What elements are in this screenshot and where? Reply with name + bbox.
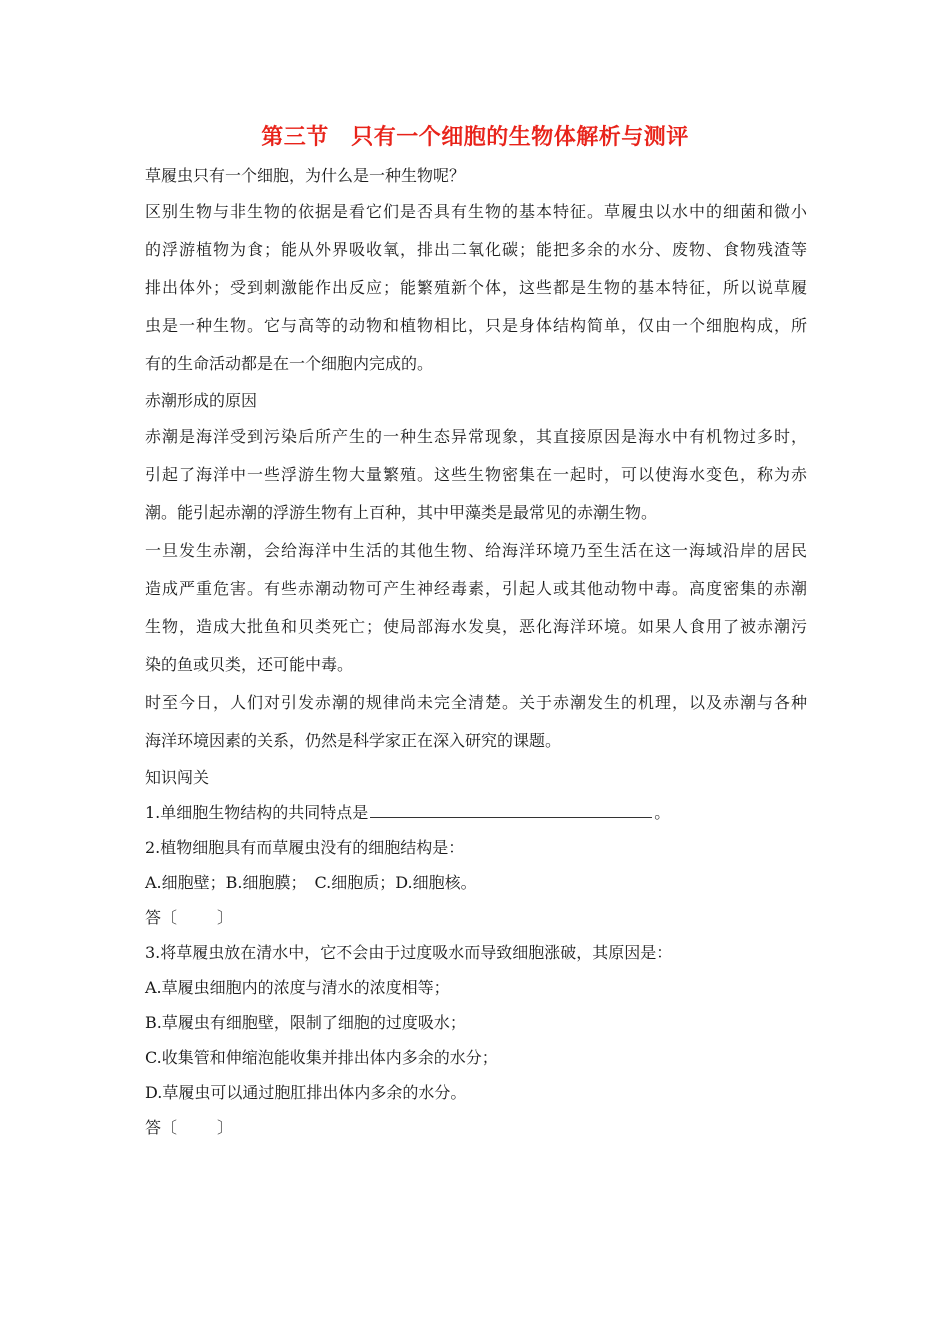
question-3-option-c: C.收集管和伸缩泡能收集并排出体内多余的水分； <box>145 1048 498 1067</box>
question-3-option-d: D.草履虫可以通过胞肛排出体内多余的水分。 <box>145 1083 467 1102</box>
question-2-answer <box>145 900 807 935</box>
paragraph-line: 时至今日，人们对引发赤潮的规律尚未完全清楚。关于赤潮发生的机理，以及赤潮与各种 <box>145 693 807 712</box>
question-heading: 草履虫只有一个细胞，为什么是一种生物呢？ <box>145 166 466 185</box>
document-body <box>145 158 807 1145</box>
paragraph-line: 海洋环境因素的关系，仍然是科学家正在深入研究的课题。 <box>145 731 562 750</box>
question-3-answer <box>145 1110 807 1145</box>
paragraph-line: 虫是一种生物。它与高等的动物和植物相比，只是身体结构简单，仅由一个细胞构成，所 <box>145 316 807 335</box>
paragraph-line: 引起了海洋中一些浮游生物大量繁殖。这些生物密集在一起时，可以使海水变色，称为赤 <box>145 465 807 484</box>
question-3-option-a: A.草履虫细胞内的浓度与清水的浓度相等； <box>145 978 450 997</box>
answer-blank[interactable] <box>370 799 652 818</box>
answer-close: 〕 <box>217 1118 234 1137</box>
question-3-text: 3.将草履虫放在清水中，它不会由于过度吸水而导致细胞涨破，其原因是： <box>145 943 673 962</box>
paragraph-line: 的浮游植物为食；能从外界吸收氧，排出二氧化碳；能把多余的水分、废物、食物残渣等 <box>145 240 807 259</box>
section-heading: 赤潮形成的原因 <box>145 391 258 410</box>
paragraph-line: 一旦发生赤潮，会给海洋中生活的其他生物、给海洋环境乃至生活在这一海域沿岸的居民 <box>145 541 807 560</box>
page-title: 第三节 只有一个细胞的生物体解析与测评 <box>261 125 689 150</box>
paragraph-line: 造成严重危害。有些赤潮动物可产生神经毒素，引起人或其他动物中毒。高度密集的赤潮 <box>145 579 807 598</box>
question-2-options: A.细胞壁；B.细胞膜； C.细胞质；D.细胞核。 <box>145 873 477 892</box>
exercise-heading: 知识闯关 <box>145 768 210 787</box>
question-3-option-b: B.草履虫有细胞壁，限制了细胞的过度吸水； <box>145 1013 466 1032</box>
paragraph-line: 有的生命活动都是在一个细胞内完成的。 <box>145 354 434 373</box>
question-2-text: 2.植物细胞具有而草履虫没有的细胞结构是： <box>145 838 465 857</box>
question-1-text: 1.单细胞生物结构的共同特点是 <box>145 803 369 822</box>
paragraph-line: 区别生物与非生物的依据是看它们是否具有生物的基本特征。草履虫以水中的细菌和微小 <box>145 202 807 221</box>
question-1-end: 。 <box>654 803 671 822</box>
answer-label: 答〔 <box>145 908 178 927</box>
paragraph-line: 潮。能引起赤潮的浮游生物有上百种，其中甲藻类是最常见的赤潮生物。 <box>145 503 658 522</box>
paragraph-line: 赤潮是海洋受到污染后所产生的一种生态异常现象，其直接原因是海水中有机物过多时， <box>145 427 807 446</box>
answer-close: 〕 <box>217 908 234 927</box>
answer-label: 答〔 <box>145 1118 178 1137</box>
question-1 <box>145 795 807 830</box>
paragraph-line: 染的鱼或贝类，还可能中毒。 <box>145 655 354 674</box>
paragraph-line: 排出体外；受到刺激能作出反应；能繁殖新个体，这些都是生物的基本特征，所以说草履 <box>145 278 807 297</box>
paragraph-line: 生物，造成大批鱼和贝类死亡；使局部海水发臭，恶化海洋环境。如果人食用了被赤潮污 <box>145 617 807 636</box>
